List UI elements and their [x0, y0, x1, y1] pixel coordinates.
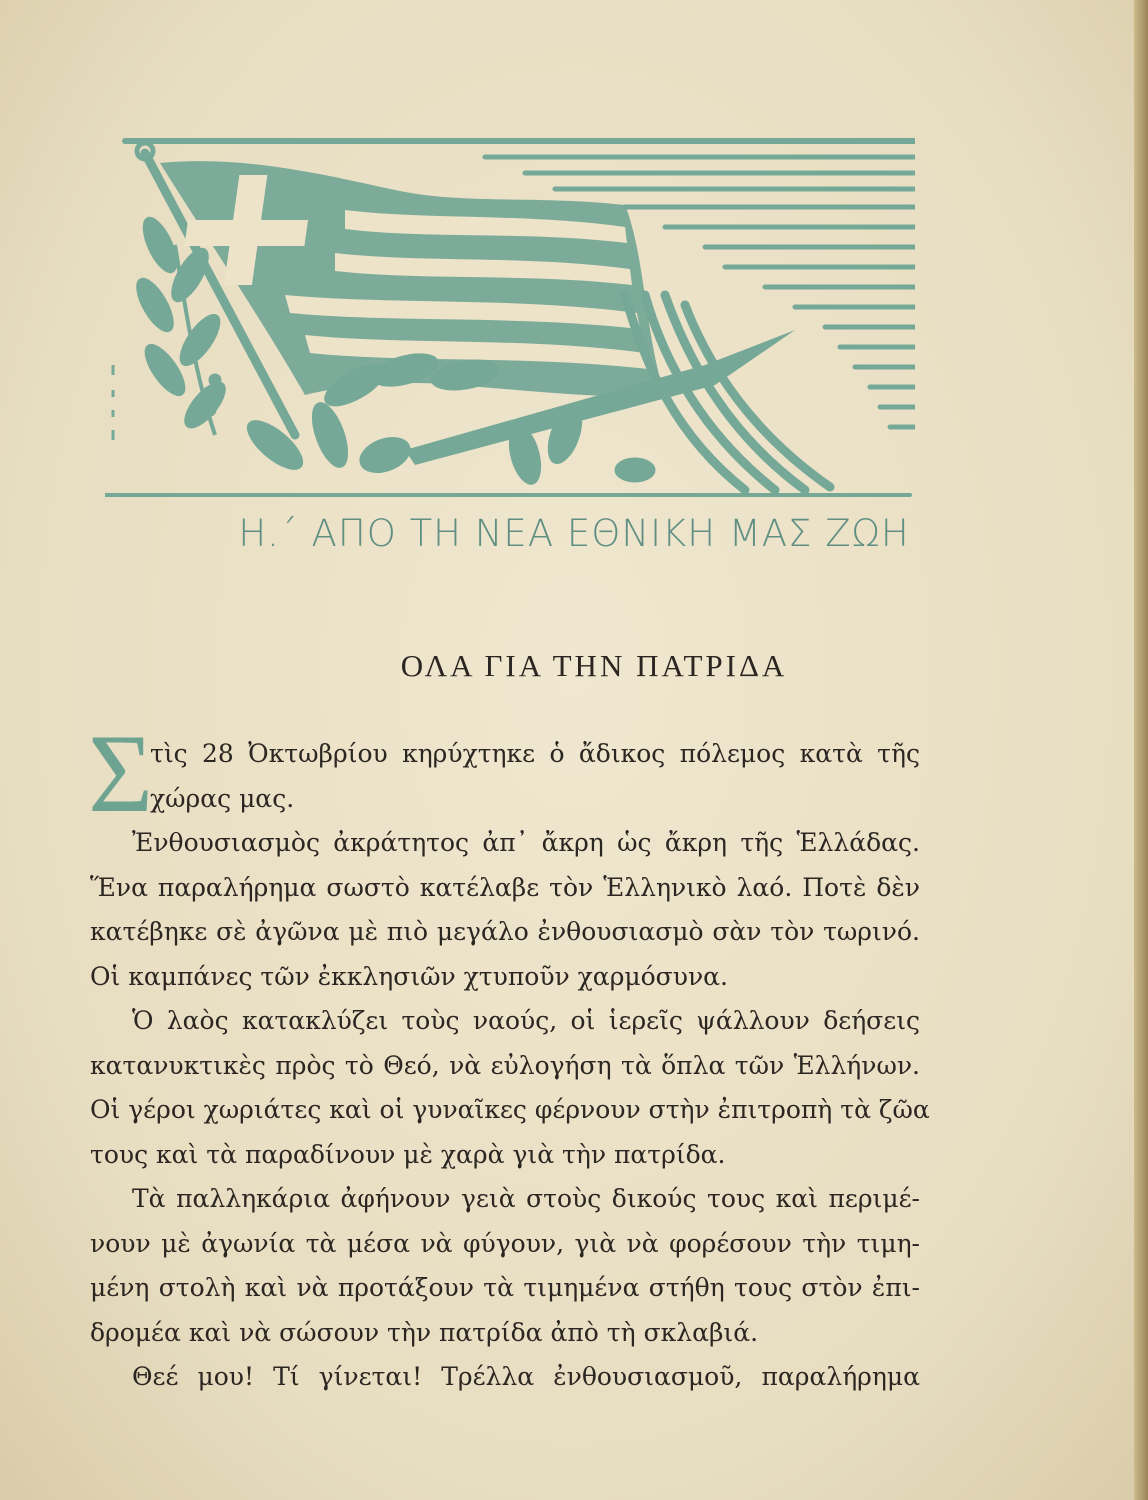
section-title: ΟΛΑ ΓΙΑ ΤΗΝ ΠΑΤΡΙΔΑ	[400, 648, 788, 683]
text-line: τους καὶ τὰ παραδίνουν μὲ χαρὰ γιὰ τὴν πατρίδα.	[90, 1139, 726, 1169]
text-line: Τὰ παλληκάρια ἀφήνουν γειὰ στοὺς δικούς τους καὶ περιμέ-	[132, 1184, 920, 1213]
text-line: Ὁ λαὸς κατακλύζει τοὺς ναούς, οἱ ἱερεῖς ψάλλουν δεήσεις	[132, 1006, 920, 1035]
chapter-title: Η.΄ ΑΠΟ ΤΗ ΝΕΑ ΕΘΝΙΚΗ ΜΑΣ ΖΩΗ	[238, 512, 910, 555]
text-line: μένη στολὴ καὶ νὰ προτάξουν τὰ τιμημένα στήθη τους στὸν ἐπι-	[90, 1273, 920, 1302]
text-line: κατέβηκε σὲ ἀγῶνα μὲ πιὸ μεγάλο ἐνθουσιασμὸ σὰν τὸν τωρινό.	[90, 917, 920, 946]
text-line: Οἱ γέροι χωριάτες καὶ οἱ γυναῖκες φέρνουν στὴν ἐπιτροπὴ τὰ ζῶα	[90, 1095, 930, 1124]
text-line: δρομέα καὶ νὰ σώσουν τὴν πατρίδα ἀπὸ τὴ σκλαβιά.	[90, 1317, 759, 1347]
text-line: Ἕνα παραλήρημα σωστὸ κατέλαβε τὸν Ἑλληνικὸ λαό. Ποτὲ δὲν	[90, 872, 920, 902]
text-line: χώρας μας.	[150, 783, 295, 813]
page-edge	[1134, 0, 1148, 1500]
greek-flag-illustration	[105, 135, 915, 500]
text-line: Ἐνθουσιασμὸς ἀκράτητος ἀπ᾿ ἄκρη ὡς ἄκρη τῆς Ἑλλάδας.	[132, 828, 920, 857]
text-line: Οἱ καμπάνες τῶν ἐκκλησιῶν χτυποῦν χαρμόσυνα.	[90, 961, 728, 991]
text-line: νουν μὲ ἀγωνία τὰ μέσα νὰ φύγουν, γιὰ νὰ φορέσουν τὴν τιμη-	[90, 1228, 920, 1258]
text-line: Θεέ μου! Τί γίνεται! Τρέλλα ἐνθουσιασμοῦ, παραλήρημα	[132, 1362, 920, 1391]
text-line: τὶς 28 Ὀκτωβρίου κηρύχτηκε ὁ ἄδικος πόλεμος κατὰ τῆς	[150, 739, 920, 768]
drop-cap: Σ	[88, 712, 154, 836]
body-text	[90, 732, 930, 1400]
text-line: κατανυκτικὲς πρὸς τὸ Θεό, νὰ εὐλογήση τὰ ὅπλα τῶν Ἑλλήνων.	[90, 1050, 920, 1080]
